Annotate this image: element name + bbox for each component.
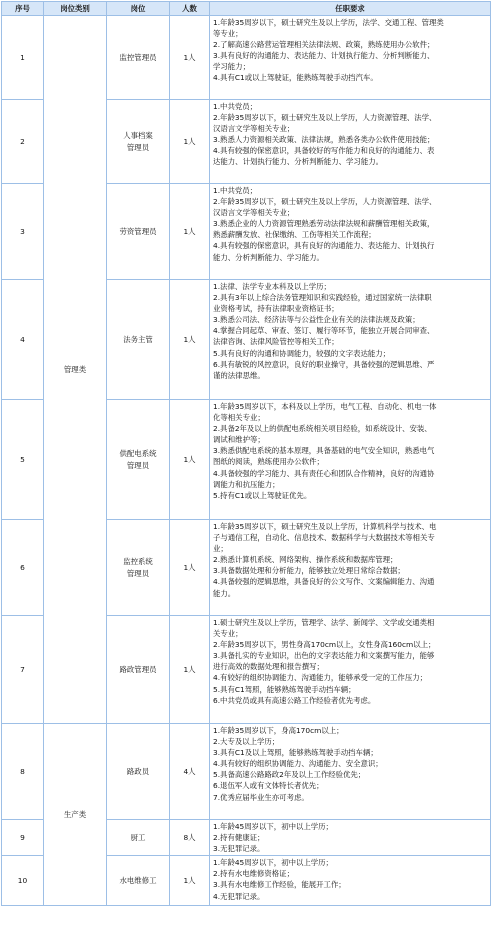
position-name-line: 供配电系统 [119, 448, 157, 458]
requirement-line: 2.具备2年及以上的供配电系统相关项目经验，如系统设计、安装、 [213, 424, 432, 434]
requirement-line: 2.持有健康证； [213, 833, 265, 843]
position-name-line: 监控管理员 [119, 52, 157, 62]
requirement-line: 达能力、计划执行能力、分析判断能力、学习能力。 [213, 157, 383, 167]
requirement-line: 1.年龄35周岁以下，硕士研究生及以上学历，法学、交通工程、管理类 [213, 18, 444, 27]
category-management: 管理类 [44, 16, 107, 724]
requirement-line: 法律咨询、法律风险管控等相关工作； [213, 337, 339, 347]
row-number: 9 [2, 820, 44, 856]
requirement-line: 汉语言文学等相关专业； [213, 208, 295, 218]
requirement-line: 3.具备扎实的专业知识，出色的文字表达能力和文案撰写能力，能够 [213, 651, 435, 661]
header-cell: 人数 [170, 2, 210, 16]
requirement-line: 3.无犯罪记录。 [213, 844, 265, 854]
headcount: 1人 [170, 856, 210, 906]
requirement-line: 4.有较好的组织协调能力、沟通能力，能够承受一定的工作压力； [213, 673, 427, 683]
row-number: 8 [2, 724, 44, 820]
requirement-line: 3.熟悉公司法、经济法等与公益性企业有关的法律法规及政策； [213, 315, 420, 325]
row-number: 3 [2, 184, 44, 280]
table-header-row [2, 2, 491, 16]
requirement-line: 4.无犯罪记录。 [213, 891, 265, 901]
requirement-line: 2.熟悉计算机系统、网络架构、操作系统和数据库管理； [213, 555, 398, 565]
position-name-line: 人事档案 [123, 130, 153, 140]
requirement-line: 5.具有C1驾照，能够熟练驾驶手动挡车辆； [213, 684, 356, 694]
category-production: 生产类 [44, 724, 107, 906]
requirement-line: 1.中共党员； [213, 102, 258, 111]
requirement-line: 化等相关专业； [213, 413, 265, 423]
requirements [210, 16, 491, 100]
position-name [107, 856, 170, 906]
requirement-line: 4.具有较强的保密意识，具有良好的沟通能力、表达能力、计划执行 [213, 241, 435, 251]
requirements [210, 856, 491, 906]
row-number: 6 [2, 520, 44, 616]
requirements [210, 400, 491, 520]
row-number: 2 [2, 100, 44, 184]
requirement-line: 6.具有敏锐的风控意识，良好的职业操守，具备较强的逻辑思维、严 [213, 359, 435, 369]
requirements [210, 184, 491, 280]
requirements [210, 820, 491, 856]
requirement-line: 4.具有较好的组织协调能力、沟通能力、安全意识； [213, 759, 383, 769]
requirement-line: 学习能力； [213, 62, 250, 72]
table-row [2, 724, 491, 820]
requirement-line: 调试和维护等； [213, 435, 265, 445]
position-name [107, 184, 170, 280]
row-number: 10 [2, 856, 44, 906]
requirement-line: 1.法律、法学专业本科及以上学历； [213, 282, 331, 291]
row-number: 4 [2, 280, 44, 400]
requirement-line: 1.年龄45周岁以下，初中以上学历； [213, 822, 333, 831]
position-name [107, 280, 170, 400]
requirements [210, 520, 491, 616]
requirement-line: 5.具有良好的沟通和协调能力，较强的文字表达能力； [213, 348, 391, 358]
position-name-line: 路政员 [126, 766, 150, 776]
requirement-line: 关专业； [213, 629, 243, 639]
headcount: 1人 [170, 520, 210, 616]
requirement-line: 业； [213, 544, 228, 554]
headcount: 4人 [170, 724, 210, 820]
position-name-line: 厨工 [130, 832, 146, 842]
row-number: 1 [2, 16, 44, 100]
requirement-line: 3.熟悉企业的人力资源管理熟悉劳动法律法规和薪酬管理相关政策， [213, 219, 435, 229]
position-name [107, 616, 170, 724]
header-cell: 序号 [2, 2, 44, 16]
requirement-line: 子与通信工程，自动化、信息技术、数据科学与大数据技术等相关专 [213, 533, 435, 543]
requirement-line: 1.年龄35周岁以下，硕士研究生及以上学历，计算机科学与技术、电 [213, 522, 437, 531]
requirement-line: 调能力和抗压能力； [213, 479, 280, 489]
requirement-line: 4.具备较强的逻辑思维，具备良好的公文写作、文案编辑能力、沟通 [213, 577, 435, 587]
headcount: 1人 [170, 100, 210, 184]
requirement-line: 1.硕士研究生及以上学历，管理学、法学、新闻学、文学或交通类相 [213, 618, 435, 627]
headcount: 1人 [170, 280, 210, 400]
requirements [210, 724, 491, 820]
requirement-line: 4.具有C1或以上驾驶证，能熟练驾驶手动挡汽车。 [213, 73, 378, 83]
requirement-line: 2.年龄35周岁以下，硕士研究生及以上学历，人力资源管理、法学、 [213, 197, 437, 207]
requirement-line: 2.具有3年以上综合法务管理知识和实践经验，通过国家统一法律职 [213, 293, 432, 303]
headcount: 1人 [170, 16, 210, 100]
requirement-line: 3.具有良好的沟通能力、表达能力、计划执行能力、分析判断能力、 [213, 51, 435, 61]
position-name-line: 监控系统 [123, 556, 153, 566]
requirement-line: 5.持有C1或以上驾驶证优先。 [213, 490, 312, 500]
requirement-line: 6.中共党员或具有高速公路工作经验者优先考虑。 [213, 695, 376, 705]
position-name-line: 管理员 [126, 568, 150, 578]
position-name-line: 路政管理员 [119, 664, 157, 674]
requirement-line: 业资格考试，持有法律职业资格证书； [213, 304, 339, 314]
requirement-line: 图纸的阅读，熟练使用办公软件； [213, 457, 324, 467]
position-name-line: 水电维修工 [119, 875, 157, 885]
requirement-line: 5.具备高速公路路政2年及以上工作经验优先； [213, 770, 366, 780]
row-number: 7 [2, 616, 44, 724]
position-name [107, 520, 170, 616]
requirement-line: 4.掌握合同起草、审查、签订、履行等环节，能独立开展合同审查、 [213, 326, 435, 336]
requirement-line: 2.年龄35周岁以下，硕士研究生及以上学历，人力资源管理、法学、 [213, 113, 437, 123]
requirement-line: 能力、分析判断能力、学习能力。 [213, 252, 324, 262]
position-name-line: 管理员 [126, 142, 150, 152]
row-number: 5 [2, 400, 44, 520]
requirement-line: 7.优秀应届毕业生亦可考虑。 [213, 792, 309, 802]
requirement-line: 4.具有较强的保密意识，具备较好的写作能力和良好的沟通能力、表 [213, 146, 435, 156]
requirement-line: 3.具备数据处理和分析能力，能够独立处理日常综合数据； [213, 566, 405, 576]
position-name-line: 法务主管 [123, 334, 153, 344]
position-name [107, 16, 170, 100]
requirement-line: 3.具有C1及以上驾照，能够熟练驾驶手动挡车辆； [213, 748, 378, 758]
job-requirements-table [1, 1, 491, 906]
requirement-line: 2.了解高速公路营运管理相关法律法规、政策，熟练使用办公软件； [213, 40, 435, 50]
requirement-line: 熟悉薪酬发放、社保缴纳、工伤等相关工作流程； [213, 230, 376, 240]
requirement-line: 谨的法律思维。 [213, 370, 265, 380]
requirement-line: 进行高效的数据处理和报告撰写； [213, 662, 324, 672]
headcount: 1人 [170, 400, 210, 520]
requirement-line: 3.熟悉人力资源相关政策、法律法规，熟悉各类办公软件使用技能； [213, 135, 435, 145]
requirement-line: 能力。 [213, 588, 236, 598]
headcount: 1人 [170, 184, 210, 280]
requirements [210, 280, 491, 400]
requirement-line: 1.中共党员； [213, 186, 258, 195]
requirements [210, 100, 491, 184]
header-cell: 任职要求 [210, 2, 491, 16]
requirement-line: 4.具备较强的学习能力、具有责任心和团队合作精神，良好的沟通协 [213, 468, 435, 478]
requirement-line: 等专业； [213, 29, 243, 39]
position-name [107, 820, 170, 856]
requirement-line: 3.具有水电维修工作经验，能展开工作； [213, 880, 346, 890]
position-name-line: 管理员 [126, 460, 150, 470]
requirement-line: 2.年龄35周岁以下，男性身高170cm以上，女性身高160cm以上； [213, 640, 436, 650]
position-name [107, 400, 170, 520]
requirement-line: 2.持有水电维修资格证； [213, 869, 294, 879]
requirement-line: 6.退伍军人或有文体特长者优先； [213, 781, 324, 791]
table-row [2, 16, 491, 100]
requirement-line: 汉语言文学等相关专业； [213, 124, 295, 134]
requirement-line: 1.年龄35周岁以下，本科及以上学历，电气工程、自动化、机电一体 [213, 402, 437, 411]
header-cell: 岗位类别 [44, 2, 107, 16]
requirements [210, 616, 491, 724]
header-cell: 岗位 [107, 2, 170, 16]
requirement-line: 1.年龄35周岁以下，身高170cm以上； [213, 726, 344, 735]
position-name [107, 724, 170, 820]
position-name-line: 劳资管理员 [119, 226, 157, 236]
headcount: 8人 [170, 820, 210, 856]
requirement-line: 1.年龄45周岁以下，初中以上学历； [213, 858, 333, 868]
headcount: 1人 [170, 616, 210, 724]
requirement-line: 3.熟悉供配电系统的基本原理，具备基础的电气安全知识，熟悉电气 [213, 446, 435, 456]
requirement-line: 2.大专及以上学历； [213, 737, 280, 747]
position-name [107, 100, 170, 184]
